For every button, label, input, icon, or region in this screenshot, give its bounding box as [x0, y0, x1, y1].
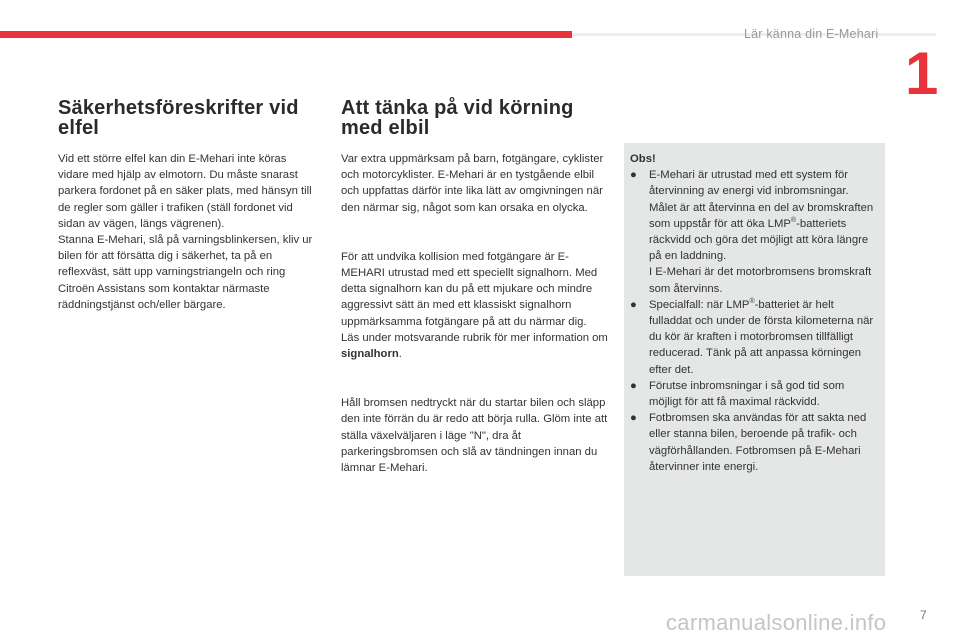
paragraph: Var extra uppmärksam på barn, fotgängare, cyklister och motorcyklister. E-Mehari är en tystgående elbil och uppfattas därför inte lika lätt av omgivningen när den närmar sig, något som kan orsaka en olycka. — [341, 153, 604, 214]
registered-mark: ® — [749, 298, 755, 306]
section-heading-electrical-fault: Säkerhetsföreskrifter vid elfel — [58, 97, 299, 139]
note-bullet-text — [649, 167, 877, 297]
note-title: Obs! — [630, 153, 656, 165]
paragraph: För att undvika kollision med fotgängare är E-MEHARI utrustad med ett speciellt signalhorn. Med detta signalhorn kan du på ett mjukare och mindre aggressivt sätt än med ett klassiskt signalhorn uppmärksamma fotgängare på att du närmar dig. — [341, 250, 598, 328]
note-bullet-text — [649, 297, 877, 378]
text: E-Mehari är utrustad med ett system för återvinning av energi vid inbromsningar. Målet är att återvinna en del av bromskraften som uppstår för att öka LMP — [649, 169, 874, 230]
text: Specialfall: när LMP — [649, 298, 750, 311]
text: -batteriets räckvidd och göra det möjligt att köra längre på en laddning. — [649, 217, 869, 263]
section-driving-electric — [341, 98, 609, 476]
running-header-title: Lär känna din E-Mehari — [744, 27, 879, 41]
reference-end: . — [398, 348, 402, 361]
bullet-icon: ● — [630, 169, 637, 182]
registered-mark: ® — [790, 217, 797, 225]
text: -batteriet är helt fulladdat och under de första kilometerna när du kör är kraften i motorbromsen tillfälligt reducerad. Tänk på att anpassa körningen efter det. — [649, 298, 874, 376]
note-bullet — [630, 410, 877, 475]
chapter-number: 1 — [905, 40, 939, 107]
note-bullet — [630, 378, 877, 410]
note-bullet — [630, 297, 877, 378]
bullet-icon: ● — [630, 298, 637, 311]
page-number: 7 — [920, 608, 927, 622]
header-red-bar — [0, 31, 572, 38]
spacer — [341, 216, 609, 249]
section-heading-driving-electric: Att tänka på vid körning med elbil — [341, 97, 574, 139]
paragraph-reference — [341, 330, 609, 362]
paragraph: Stanna E-Mehari, slå på varningsblinkersen, kliv ur bilen för att försätta dig i säkerhet, ta på en reflexväst, sätt upp varningstriangeln och ring Citroën Assistans som kontaktar närmaste räddningstjänst och/eller bärgare. — [58, 234, 313, 311]
note-bullet — [630, 167, 877, 297]
bullet-icon: ● — [630, 412, 637, 425]
text: I E-Mehari är det motorbromsens bromskraft som återvinns. — [649, 266, 872, 295]
note-bullet-text: Förutse inbromsningar i så god tid som möjligt för att få maximal räckvidd. — [649, 379, 845, 409]
note-bullet-text: Fotbromsen ska användas för att sakta ned eller stanna bilen, beroende på trafik- och vägförhållanden. Fotbromsen på E-Mehari återvinner inte energi. — [649, 412, 867, 473]
paragraph: Håll bromsen nedtryckt när du startar bilen och släpp den inte förrän du är redo att börja rulla. Glöm inte att ställa växelväljaren i läge "N", dra åt parkeringsbromsen och slå av tändningen innan du lämnar E-Mehari. — [341, 397, 608, 475]
section-electrical-fault — [58, 98, 320, 313]
reference-text: Läs under motsvarande rubrik för mer information om — [341, 331, 608, 344]
paragraph: Vid ett större elfel kan din E-Mehari inte köras vidare med hjälp av elmotorn. Du måste snarast parkera fordonet på en säker plats, med hänsyn till de regler som gäller i trafiken (ställ fordonet vid sidan av vägen, längs vägrenen). — [58, 153, 312, 230]
watermark-text: carmanualsonline.info — [666, 610, 887, 635]
reference-link-signalhorn: signalhorn — [341, 348, 399, 361]
note-box — [624, 143, 885, 576]
spacer — [341, 362, 609, 395]
bullet-icon: ● — [630, 379, 637, 392]
